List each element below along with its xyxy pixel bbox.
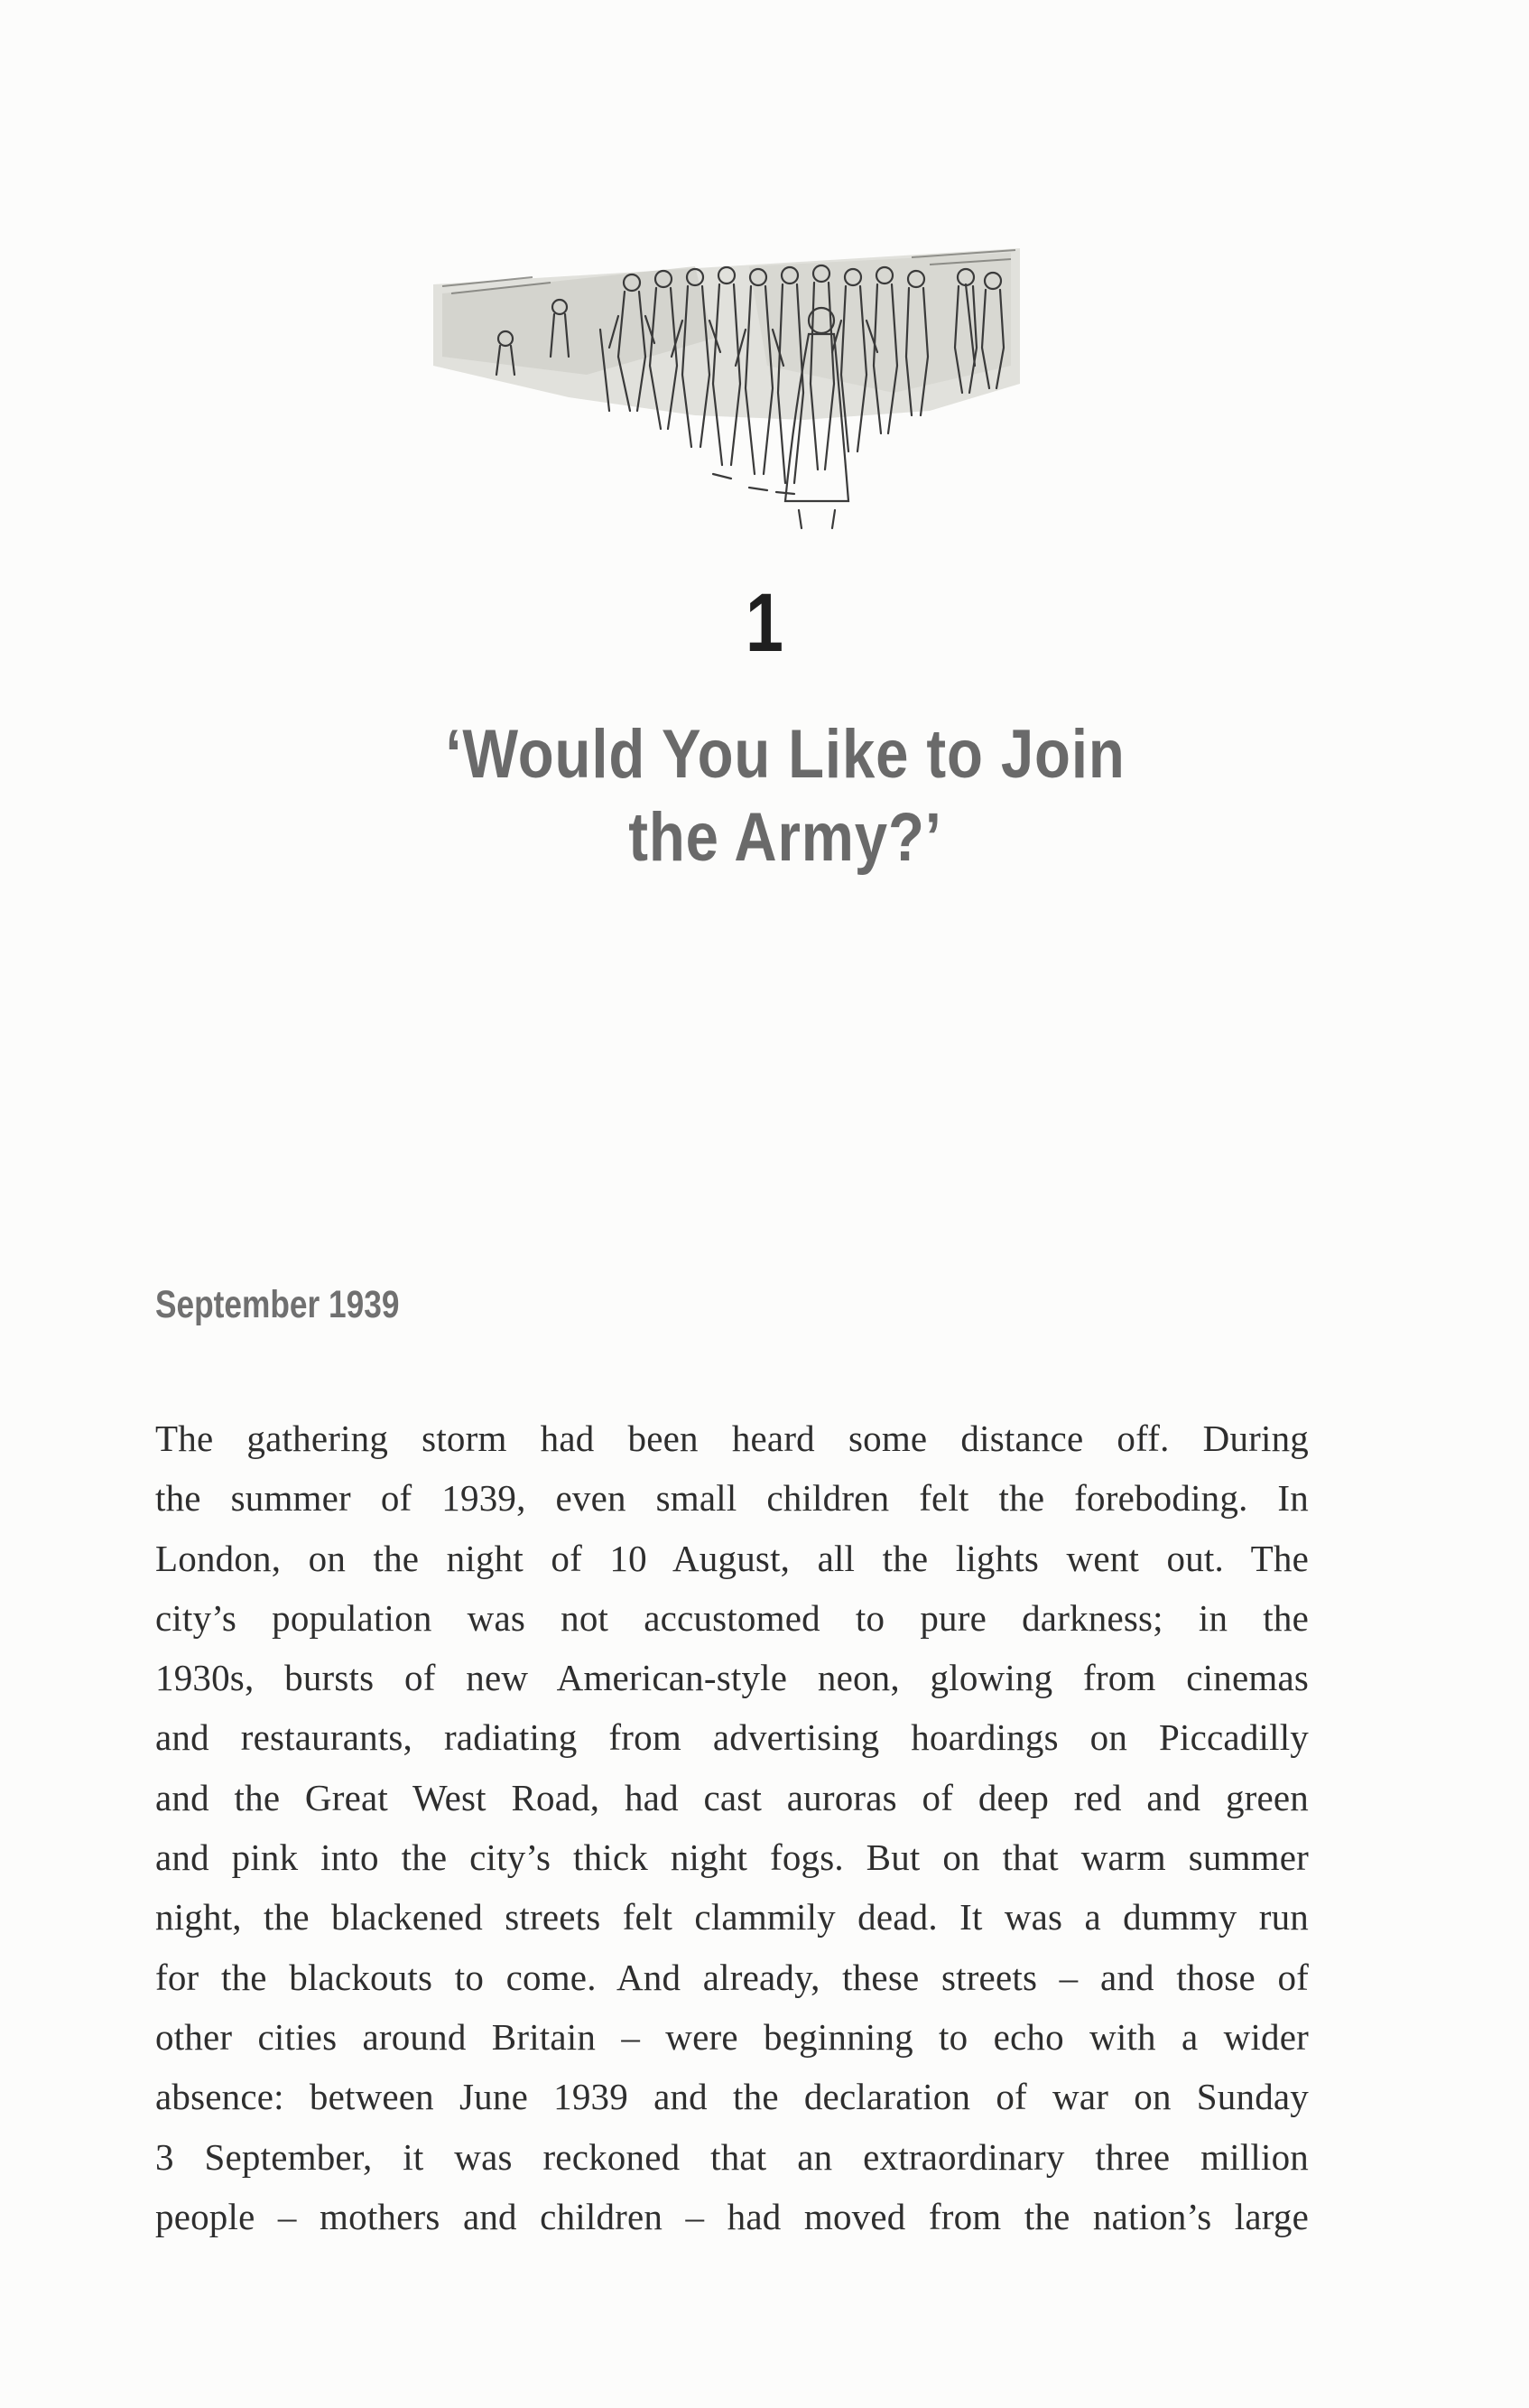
body-line: people – mothers and children – had moved from the nation’s large <box>155 2195 1309 2237</box>
section-heading: September 1939 <box>155 1283 400 1326</box>
body-line: the summer of 1939, even small children felt the foreboding. In <box>155 1477 1309 1520</box>
body-line: and the Great West Road, had cast auroras of deep red and green <box>155 1776 1309 1818</box>
body-line: and restaurants, radiating from advertising hoardings on Piccadilly <box>155 1716 1309 1759</box>
body-line: absence: between June 1939 and the declaration of war on Sunday <box>155 2076 1309 2118</box>
body-paragraph <box>155 1409 1309 2246</box>
body-line: London, on the night of 10 August, all the lights went out. The <box>155 1537 1309 1579</box>
body-line: other cities around Britain – were beginning to echo with a wider <box>155 2015 1309 2058</box>
body-line: The gathering storm had been heard some distance off. During <box>155 1418 1309 1459</box>
marching-soldiers-illustration <box>424 230 1038 537</box>
body-line: city’s population was not accustomed to pure darkness; in the <box>155 1596 1309 1639</box>
chapter-title-line-1: ‘Would You Like to Join <box>445 716 1126 793</box>
chapter-title <box>343 713 1228 879</box>
body-line: 3 September, it was reckoned that an extraordinary three million <box>155 2135 1309 2178</box>
body-line: night, the blackened streets felt clammily dead. It was a dummy run <box>155 1896 1309 1938</box>
body-line: and pink into the city’s thick night fogs. But on that warm summer <box>155 1836 1309 1879</box>
body-line: 1930s, bursts of new American-style neon, glowing from cinemas <box>155 1657 1309 1699</box>
body-line: for the blackouts to come. And already, these streets – and those of <box>155 1956 1309 1998</box>
chapter-number: 1 <box>746 577 783 669</box>
chapter-title-line-2: the Army?’ <box>628 799 942 876</box>
